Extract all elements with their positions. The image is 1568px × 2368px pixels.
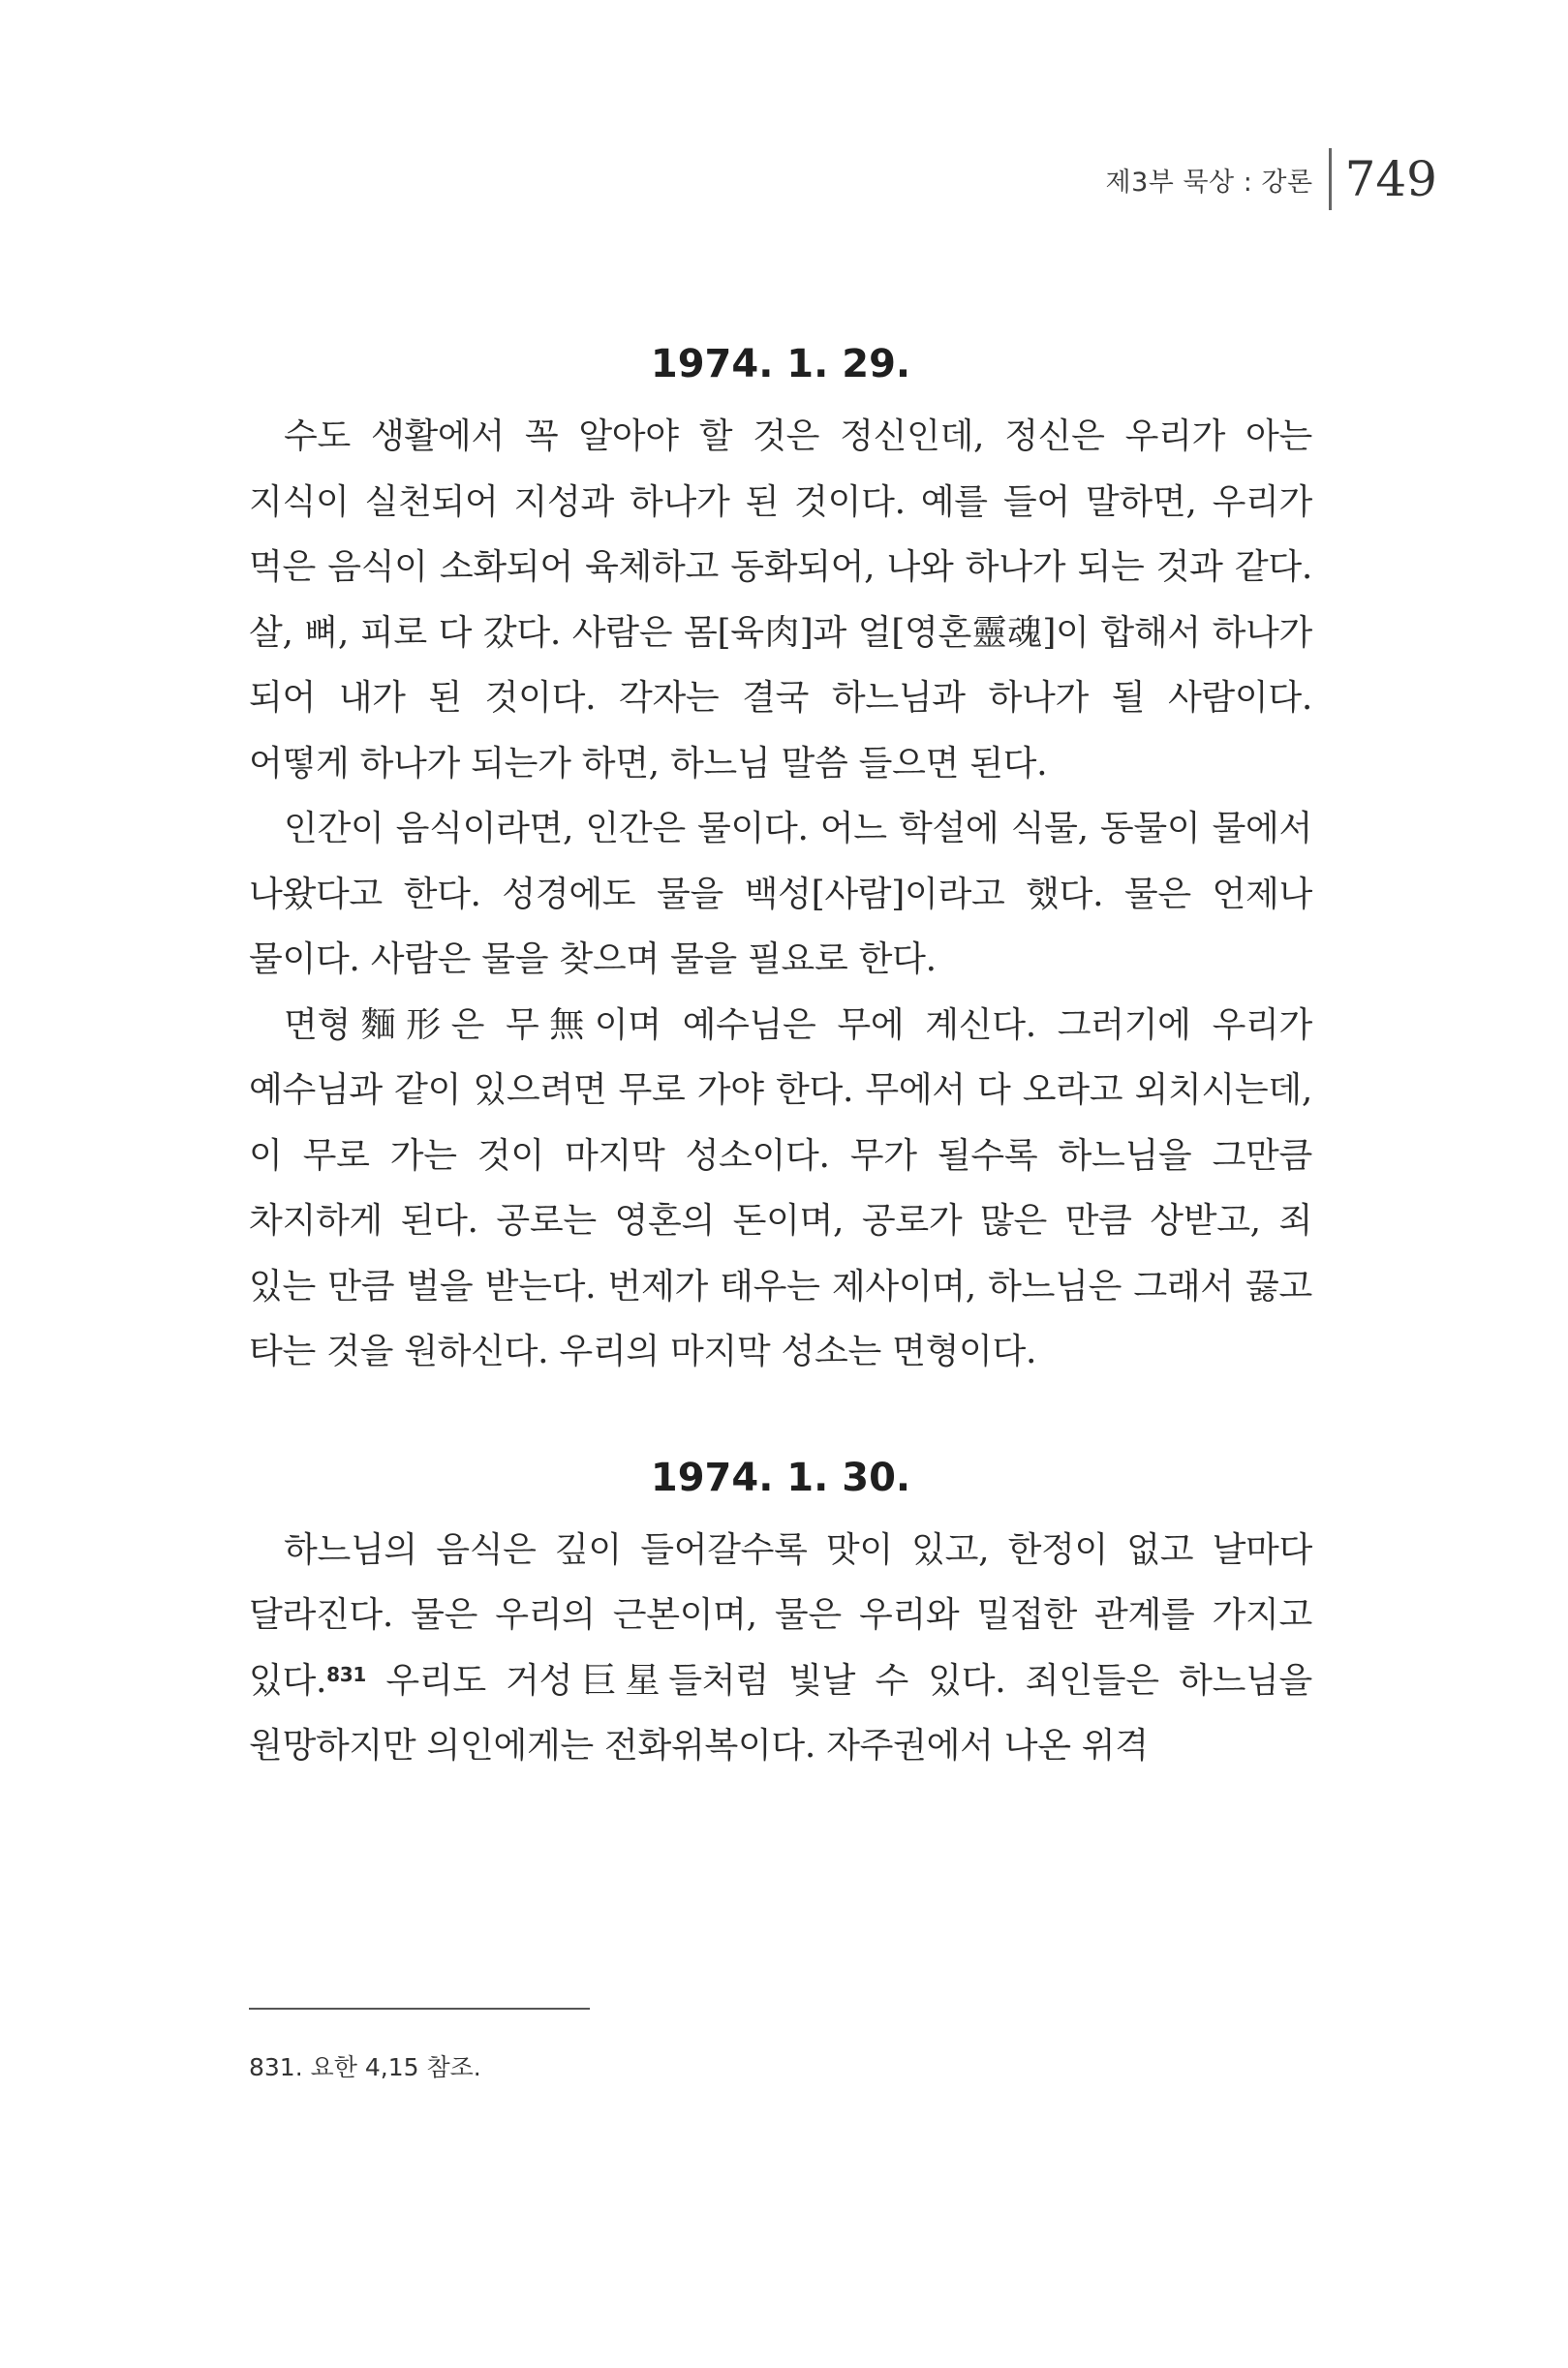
body-paragraph: 수도 생활에서 꼭 알아야 할 것은 정신인데, 정신은 우리가 아는 지식이 실천되어 지성과 하나가 된 것이다. 예를 들어 말하면, 우리가 먹은 음식이 소화되어 육체하고 동화되어, 나와 하나가 되는 것과 같다. 살, 뼈, 피로 다 갔다. 사람은 몸[육肉]과 얼[영혼靈魂]이 합해서 하나가 되어 내가 된 것이다. 각자는 결국 하느님과 하나가 될 사람이다. 어떻게 하나가 되는가 하면, 하느님 말씀 들으면 된다. [249, 416, 1312, 784]
entry-date: 1974. 1. 30. [650, 1455, 911, 1500]
body-paragraph: 면형麵形은 무無이며 예수님은 무에 계신다. 그러기에 우리가 예수님과 같이 있으려면 무로 가야 한다. 무에서 다 오라고 외치시는데, 이 무로 가는 것이 마지막 성소이다. 무가 될수록 하느님을 그만큼 차지하게 된다. 공로는 영혼의 돈이며, 공로가 많은 만큼 상받고, 죄 있는 만큼 벌을 받는다. 번제가 태우는 제사이며, 하느님은 그래서 끓고 타는 것을 원하신다. 우리의 마지막 성소는 면형이다. [249, 1004, 1312, 1371]
entry-date: 1974. 1. 29. [650, 342, 911, 386]
paragraph-text: 우리도 거성巨星들처럼 빛날 수 있다. 죄인들은 하느님을 원망하지만 의인에게는 전화위복이다. 자주권에서 나온 위격 [249, 1660, 1312, 1766]
paragraph-text: 하느님의 음식은 깊이 들어갈수록 맛이 있고, 한정이 없고 날마다 달라진다. 물은 우리의 근본이며, 물은 우리와 밀접한 관계를 가지고 있다. [249, 1529, 1312, 1701]
running-head-divider [1329, 148, 1332, 210]
page-number: 749 [1344, 151, 1437, 207]
page-body [249, 324, 1312, 1779]
body-paragraph [249, 1518, 1312, 1779]
footnote-reference[interactable]: 831 [326, 1662, 366, 1686]
running-head [1106, 145, 1437, 213]
footnote-divider [249, 2008, 590, 2010]
body-paragraph: 인간이 음식이라면, 인간은 물이다. 어느 학설에 식물, 동물이 물에서 나왔다고 한다. 성경에도 물을 백성[사람]이라고 했다. 물은 언제나 물이다. 사람은 물을 찾으며 물을 필요로 한다. [249, 809, 1312, 979]
running-head-section: 제3부 묵상 : 강론 [1105, 167, 1313, 198]
footnote: 831. 요한 4,15 참조. [249, 2053, 481, 2081]
